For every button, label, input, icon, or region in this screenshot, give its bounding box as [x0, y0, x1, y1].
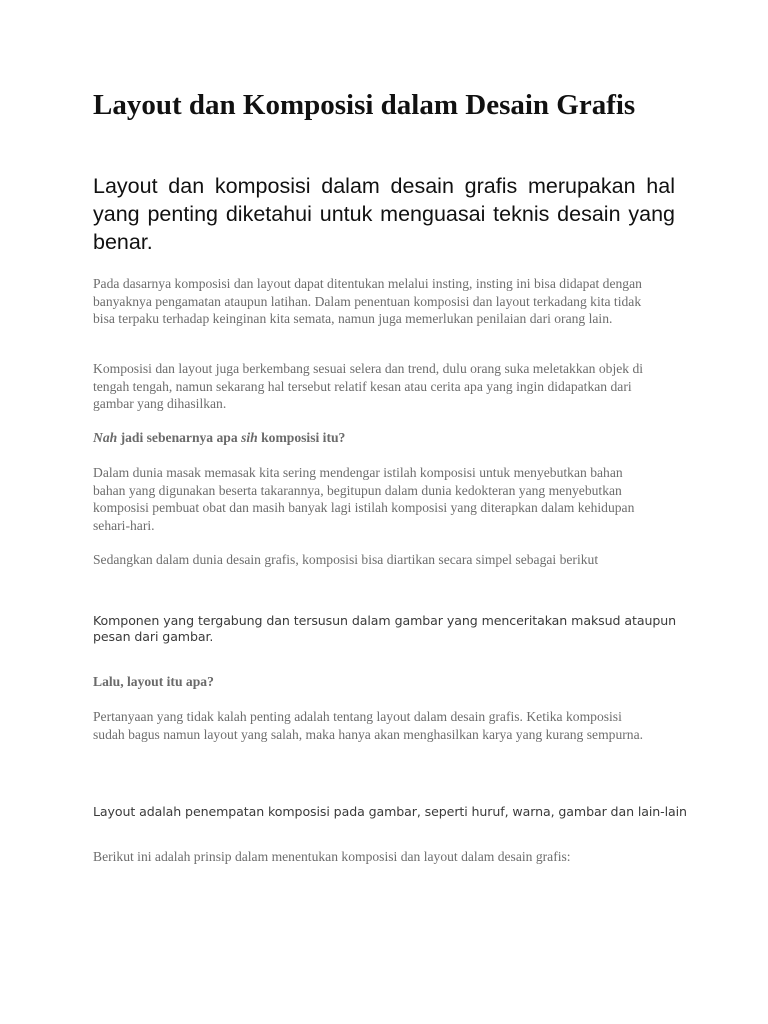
paragraph-intro: Pada dasarnya komposisi dan layout dapat ditentukan melalui insting, insting ini bisa didapat dengan banyaknya pengamatan ataupun latihan. Dalam penentuan komposisi dan layout terkadang kita tidak bisa terpaku terhadap keinginan kita semata, namun juga memerlukan penilaian dari orang lain.	[93, 276, 642, 326]
question-part-sih: sih	[241, 430, 258, 445]
question-composition	[93, 429, 653, 447]
question-part-nah: Nah	[93, 430, 118, 445]
question-part-middle: jadi sebenarnya apa	[117, 430, 242, 445]
paragraph-trend: Komposisi dan layout juga berkembang sesuai selera dan trend, dulu orang suka meletakkan objek di tengah tengah, namun sekarang hal tersebut relatif kesan atau cerita apa yang ingin didapatkan dari gambar yang dihasilkan.	[93, 361, 644, 411]
lead-paragraph: Layout dan komposisi dalam desain grafis merupakan hal yang penting diketahui untuk menguasai teknis desain yang benar.	[93, 174, 675, 254]
paragraph-layout-importance: Pertanyaan yang tidak kalah penting adalah tentang layout dalam desain grafis. Ketika komposisi sudah bagus namun layout yang salah, maka hanya akan menghasilkan karya yang kurang sempurna.	[93, 709, 644, 742]
question-layout: Lalu, layout itu apa?	[93, 674, 214, 689]
paragraph-principles-intro: Berikut ini adalah prinsip dalam menentukan komposisi dan layout dalam desain grafis:	[93, 849, 571, 864]
paragraph-cooking-medicine: Dalam dunia masak memasak kita sering mendengar istilah komposisi untuk menyebutkan bahan bahan yang digunakan beserta takarannya, begitupun dalam dunia kedokteran yang menyebutkan komposisi pembuat obat dan masih banyak lagi istilah komposisi yang diterapkan dalam kehidupan sehari-hari.	[93, 465, 635, 533]
paragraph-design-definition-intro: Sedangkan dalam dunia desain grafis, komposisi bisa diartikan secara simpel sebagai berikut	[93, 552, 599, 567]
question-part-end: komposisi itu?	[257, 430, 346, 445]
layout-definition: Layout adalah penempatan komposisi pada gambar, seperti huruf, warna, gambar dan lain-lain	[93, 804, 687, 819]
composition-definition: Komponen yang tergabung dan tersusun dalam gambar yang menceritakan maksud ataupun pesan dari gambar.	[93, 613, 676, 644]
page-title: Layout dan Komposisi dalam Desain Grafis	[93, 89, 636, 121]
